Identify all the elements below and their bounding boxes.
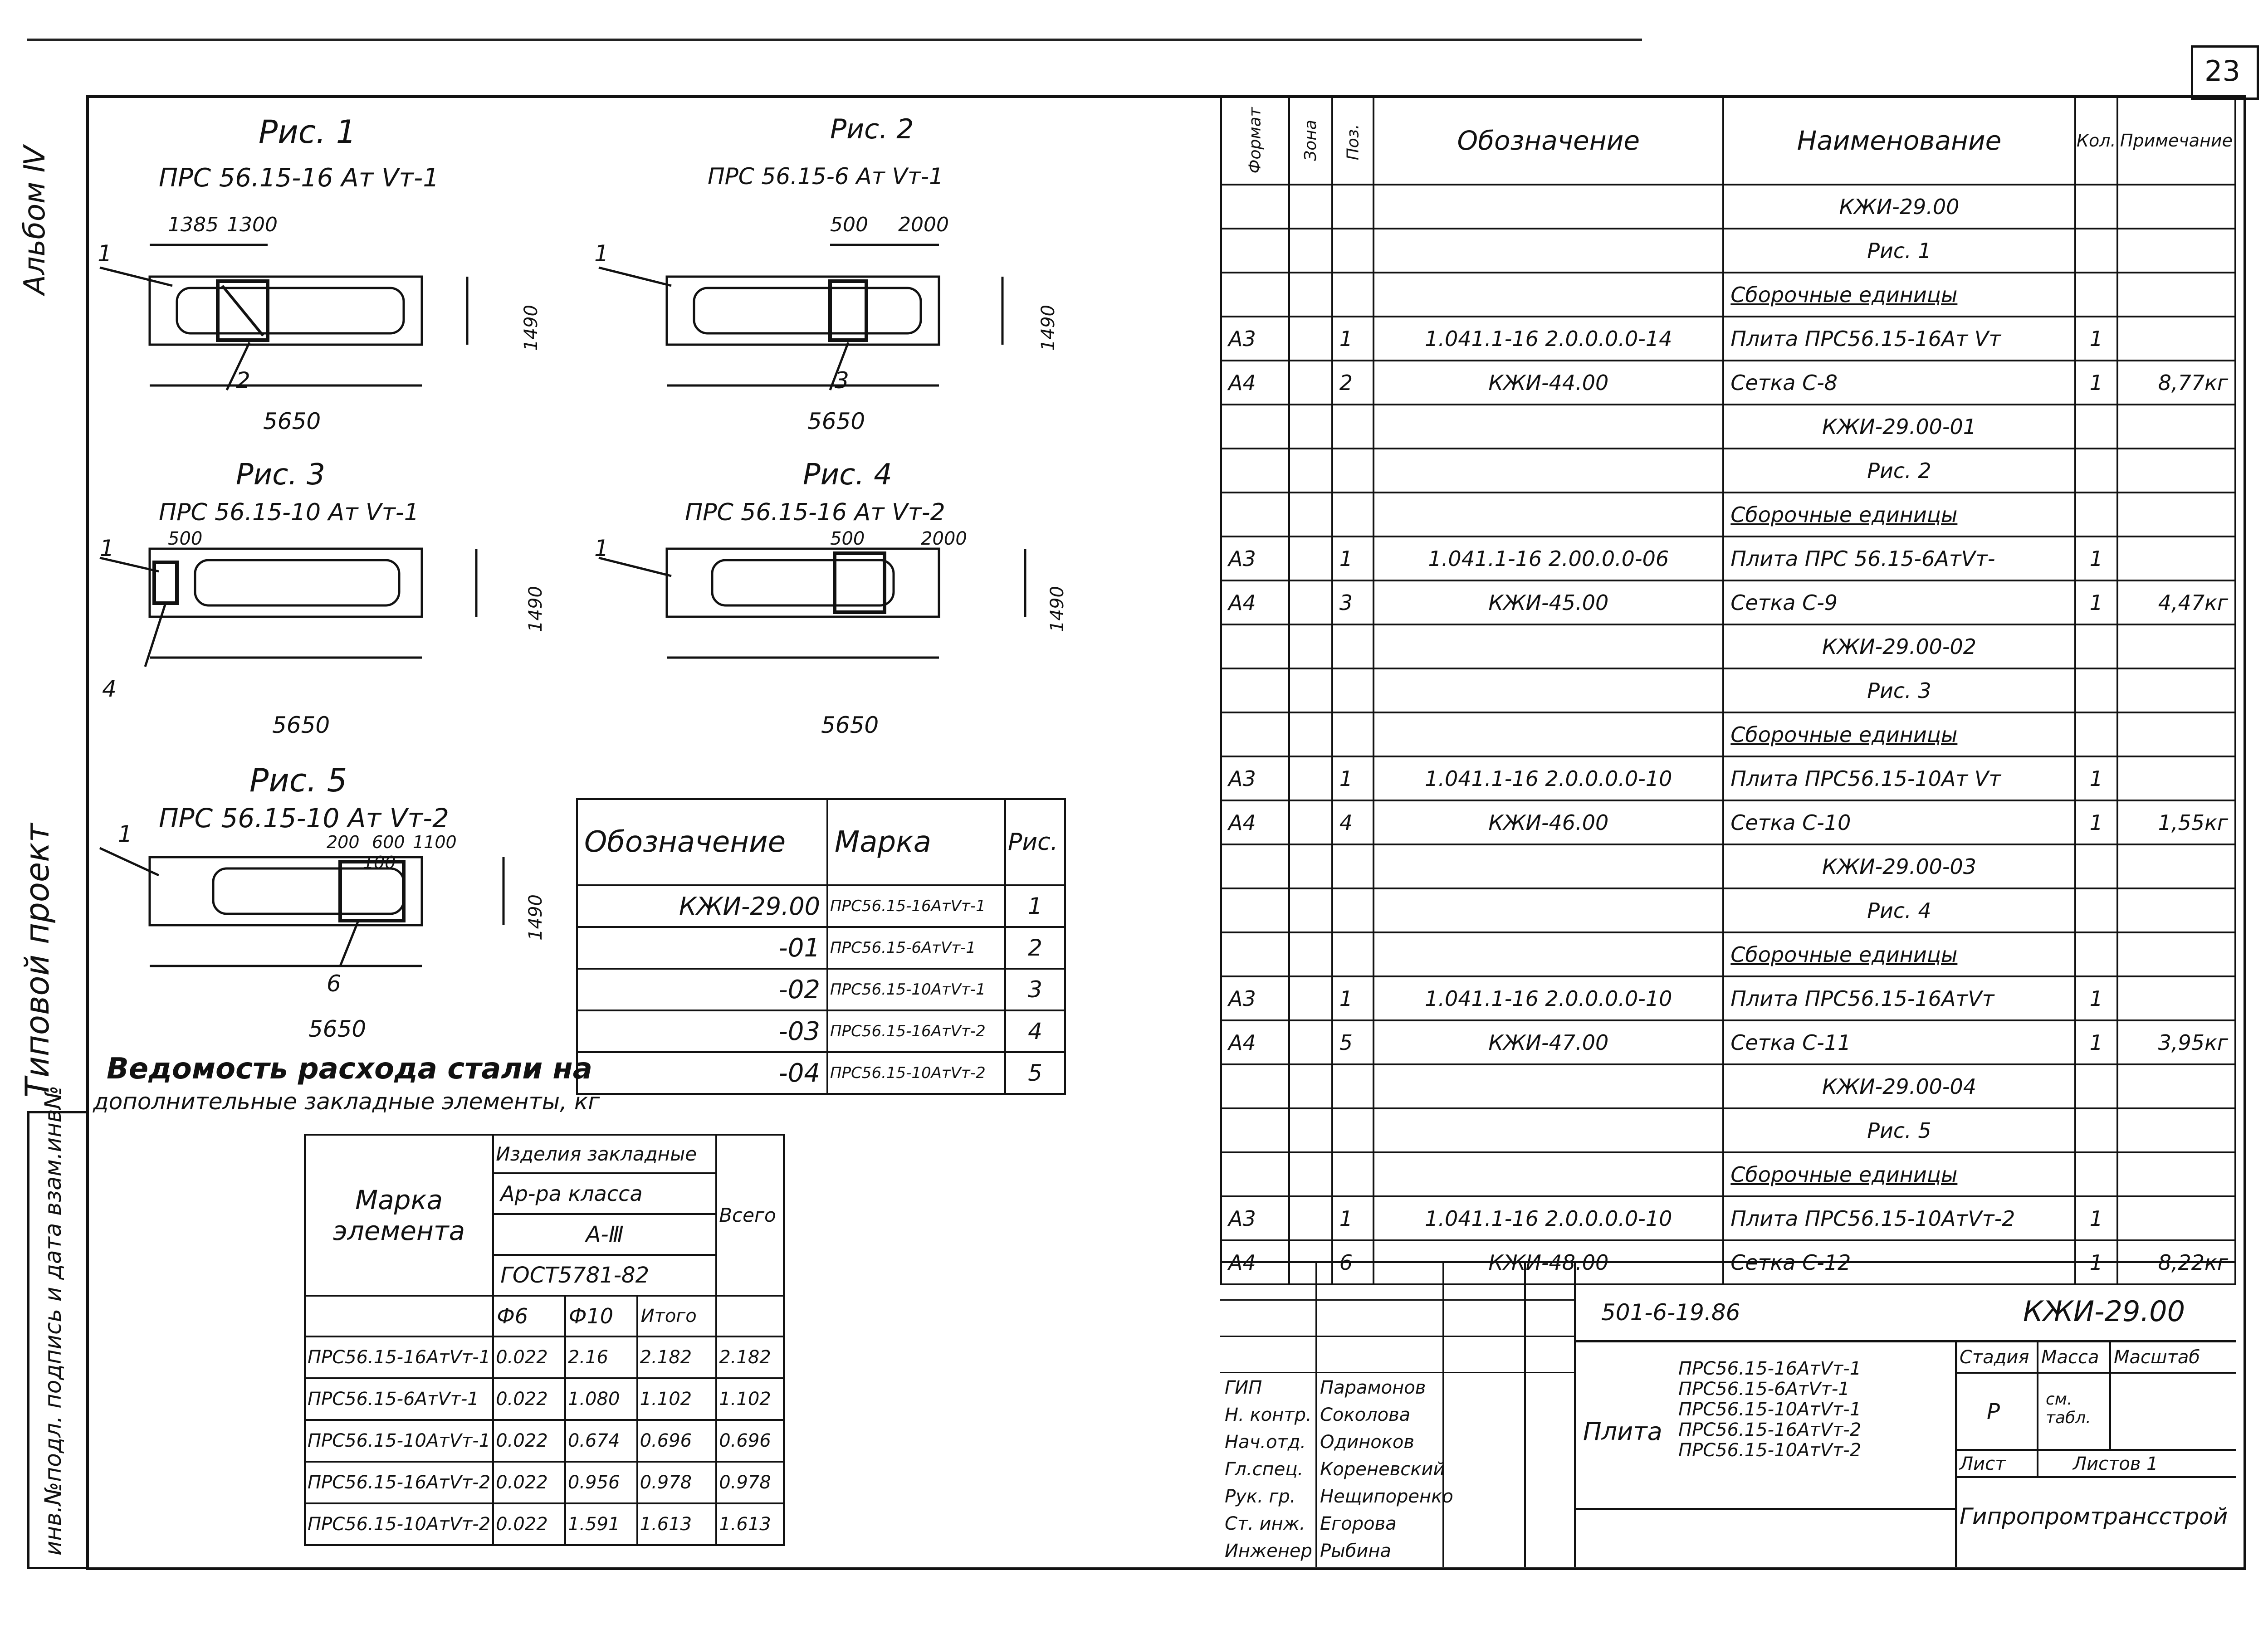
fig3-callout-4: 4 [102, 676, 117, 702]
sheets-header: Листов 1 [2073, 1454, 2158, 1474]
fig3-label: ПРС 56.15-10 Ат Ⅴт-1 [159, 499, 419, 526]
fig4-dim-2000: 2000 [921, 528, 967, 549]
spec-row: КЖИ-29.00-01 [1221, 405, 2235, 449]
spec-row: А4 4 КЖИ-46.00 Сетка С-10 1 1,55кг [1221, 800, 2235, 844]
spec-row: А3 1 1.041.1-16 2.00.0.0-06 Плита ПРС 56.15-6АтⅤт- 1 [1221, 537, 2235, 580]
steel-col-total: Всего [716, 1135, 784, 1296]
steel-row: ПРС56.15-10АтⅤт-1 0.022 0.674 0.696 0.696 [305, 1420, 784, 1462]
spec-row: КЖИ-29.00-04 [1221, 1064, 2235, 1108]
fig1-callout-1: 1 [98, 240, 112, 267]
fig5-label: ПРС 56.15-10 Ат Ⅴт-2 [159, 803, 449, 834]
spec-row: Рис. 1 [1221, 229, 2235, 273]
role: Рук. гр. [1225, 1486, 1296, 1507]
fig5-callout-6: 6 [327, 971, 341, 997]
project-label: Типовой проект [18, 823, 56, 1097]
spec-row: А3 1 1.041.1-16 2.0.0.0.0-10 Плита ПРС56.15-10Ат Ⅴт 1 [1221, 756, 2235, 800]
fig1-callout-2: 2 [236, 367, 250, 394]
spec-row: А3 1 1.041.1-16 2.0.0.0.0-14 Плита ПРС56.15-16Ат Ⅴт 1 [1221, 317, 2235, 361]
fig2-title: Рис. 2 [830, 113, 914, 145]
mark-row: КЖИ-29.00 ПРС56.15-16АтⅤт-1 1 [577, 885, 1065, 927]
fig4-label: ПРС 56.15-16 Ат Ⅴт-2 [685, 499, 945, 526]
role: ГИП [1225, 1377, 1262, 1398]
fig5-dim-600: 600 [372, 832, 405, 852]
fig1-dim-1300: 1300 [227, 213, 278, 236]
fig1-dim-5650: 5650 [263, 408, 321, 434]
spec-row: А4 6 КЖИ-48.00 Сетка С-12 1 8,22кг [1221, 1240, 2235, 1284]
steel-row: ПРС56.15-10АтⅤт-2 0.022 1.591 1.613 1.613 [305, 1503, 784, 1545]
fig4-callout-1: 1 [594, 535, 609, 561]
spec-row: КЖИ-29.00 [1221, 185, 2235, 229]
spec-row: А3 1 1.041.1-16 2.0.0.0.0-10 Плита ПРС56.15-16АтⅤт 1 [1221, 976, 2235, 1020]
steel-table [304, 1134, 785, 1546]
doc-code: 501-6-19.86 [1601, 1299, 1740, 1326]
person: Соколова [1320, 1405, 1411, 1425]
person: Кореневский [1320, 1459, 1445, 1480]
spec-row: КЖИ-29.00-03 [1221, 844, 2235, 888]
person: Парамонов [1320, 1377, 1426, 1398]
role: Гл.спец. [1225, 1459, 1304, 1480]
fig2-dim-1490: 1490 [1037, 305, 1059, 351]
fig3-title: Рис. 3 [236, 458, 325, 492]
steel-gost: ГОСТ5781-82 [493, 1255, 716, 1296]
steel-title-1: Ведомость расхода стали на [107, 1052, 592, 1086]
mass-value: см. табл. [2046, 1390, 2091, 1427]
mass-header: Масса [2041, 1347, 2099, 1368]
mark-row: -02 ПРС56.15-10АтⅤт-1 3 [577, 969, 1065, 1010]
steel-row: ПРС56.15-16АтⅤт-2 0.022 0.956 0.978 0.978 [305, 1462, 784, 1503]
steel-col-mark: Марка элемента [305, 1135, 493, 1296]
spec-row: А4 5 КЖИ-47.00 Сетка С-11 1 3,95кг [1221, 1020, 2235, 1064]
mark-row: -03 ПРС56.15-16АтⅤт-2 4 [577, 1010, 1065, 1052]
title-block [1220, 1261, 2236, 1567]
spec-row: Сборочные единицы [1221, 712, 2235, 756]
spec-row: Рис. 2 [1221, 449, 2235, 493]
fig1-dim-1385: 1385 [168, 213, 219, 236]
fig3-dim-1490: 1490 [525, 586, 546, 632]
steel-row: ПРС56.15-6АтⅤт-1 0.022 1.080 1.102 1.102 [305, 1378, 784, 1420]
spec-row: Сборочные единицы [1221, 1152, 2235, 1196]
fig3-dim-5650: 5650 [272, 712, 330, 738]
steel-row: ПРС56.15-16АтⅤт-1 0.022 2.16 2.182 2.182 [305, 1336, 784, 1378]
fig1-dim-1490: 1490 [520, 305, 542, 351]
fig4-dim-5650: 5650 [821, 712, 879, 738]
doc-number: КЖИ-29.00 [2023, 1295, 2185, 1328]
product-item: ПРС56.15-16АтⅤт-2 [1678, 1419, 1862, 1440]
fig2-dim-5650: 5650 [807, 408, 865, 434]
role: Н. контр. [1225, 1405, 1312, 1425]
spec-col-name: Наименование [1723, 96, 2075, 185]
fig5-dim-100: 100 [363, 853, 396, 873]
stage-value: Р [1987, 1399, 2000, 1424]
spec-col-designation: Обозначение [1374, 96, 1723, 185]
spec-col-note: Примечание [2117, 96, 2235, 185]
steel-title-2: дополнительные закладные элементы, кг [93, 1088, 600, 1115]
product-item: ПРС56.15-10АтⅤт-2 [1678, 1440, 1862, 1461]
fig4-dim-500: 500 [830, 528, 865, 549]
album-label: Альбом Ⅳ [18, 146, 52, 295]
spec-row: Сборочные единицы [1221, 273, 2235, 317]
product-item: ПРС56.15-16АтⅤт-1 [1678, 1358, 1862, 1379]
fig2-dim-500: 500 [830, 213, 868, 236]
steel-grade: А-Ⅲ [493, 1214, 716, 1255]
role: Ст. инж. [1225, 1513, 1305, 1534]
fig2-label: ПРС 56.15-6 Ат Ⅴт-1 [708, 163, 943, 190]
mark-col-mark: Марка [827, 799, 1005, 885]
fig4-dim-1490: 1490 [1046, 586, 1068, 632]
fig3-dim-500: 500 [168, 528, 203, 549]
spec-col-qty: Кол. [2075, 96, 2117, 185]
spec-row: А3 1 1.041.1-16 2.0.0.0.0-10 Плита ПРС56.15-10АтⅤт-2 1 [1221, 1196, 2235, 1240]
steel-col-sum: Итого [637, 1296, 717, 1336]
steel-group: Изделия закладные [493, 1135, 716, 1173]
spec-table [1220, 95, 2236, 1285]
top-line [27, 39, 1642, 41]
page-number: 23 [2204, 54, 2240, 88]
fig4-title: Рис. 4 [803, 458, 892, 492]
fig1-label: ПРС 56.15-16 Ат Ⅴт-1 [159, 163, 439, 193]
mark-table [576, 798, 1066, 1095]
mark-col-fig: Рис. [1005, 799, 1065, 885]
spec-row: А4 3 КЖИ-45.00 Сетка С-9 1 4,47кг [1221, 580, 2235, 624]
spec-row: КЖИ-29.00-02 [1221, 624, 2235, 668]
person: Одиноков [1320, 1432, 1414, 1453]
fig2-callout-1: 1 [594, 240, 609, 267]
spec-row: Сборочные единицы [1221, 493, 2235, 537]
stamp-label: инв.№подл. подпись и дата взам.инв№ [40, 1085, 66, 1556]
steel-class: Ар-ра класса [493, 1173, 716, 1214]
role: Инженер [1225, 1541, 1312, 1561]
organization: Гипропромтрансстрой [1960, 1503, 2228, 1530]
fig5-callout-1: 1 [118, 821, 132, 847]
spec-col-zone: Зона [1289, 96, 1332, 185]
spec-col-pos: Поз. [1332, 96, 1374, 185]
mark-row: -01 ПРС56.15-6АтⅤт-1 2 [577, 927, 1065, 969]
spec-row: Сборочные единицы [1221, 932, 2235, 976]
spec-row: Рис. 4 [1221, 888, 2235, 932]
mark-row: -04 ПРС56.15-10АтⅤт-2 5 [577, 1052, 1065, 1094]
fig5-dim-5650: 5650 [308, 1016, 367, 1042]
product-name: Плита [1583, 1417, 1662, 1446]
fig5-dim-1490: 1490 [525, 894, 546, 941]
fig5-title: Рис. 5 [249, 762, 347, 799]
product-item: ПРС56.15-10АтⅤт-1 [1678, 1399, 1862, 1420]
scale-header: Масштаб [2114, 1347, 2200, 1368]
person: Рыбина [1320, 1541, 1392, 1561]
fig2-dim-2000: 2000 [898, 213, 949, 236]
person: Егорова [1320, 1513, 1397, 1534]
steel-col-f10: Ф10 [565, 1296, 637, 1336]
sheet-header: Лист [1960, 1454, 2006, 1474]
fig5-dim-1100: 1100 [413, 832, 457, 852]
spec-row: А4 2 КЖИ-44.00 Сетка С-8 1 8,77кг [1221, 361, 2235, 405]
steel-col-f6: Ф6 [493, 1296, 565, 1336]
spec-col-format: Формат [1221, 96, 1289, 185]
spec-row: Рис. 5 [1221, 1108, 2235, 1152]
fig1-title: Рис. 1 [259, 113, 357, 151]
person: Нещипоренко [1320, 1486, 1453, 1507]
spec-row: Рис. 3 [1221, 668, 2235, 712]
fig5-dim-200: 200 [327, 832, 360, 852]
mark-col-designation: Обозначение [577, 799, 827, 885]
fig3-callout-1: 1 [100, 535, 114, 561]
fig2-callout-3: 3 [835, 367, 849, 394]
product-item: ПРС56.15-6АтⅤт-1 [1678, 1379, 1850, 1400]
role: Нач.отд. [1225, 1432, 1306, 1453]
stage-header: Стадия [1960, 1347, 2029, 1368]
